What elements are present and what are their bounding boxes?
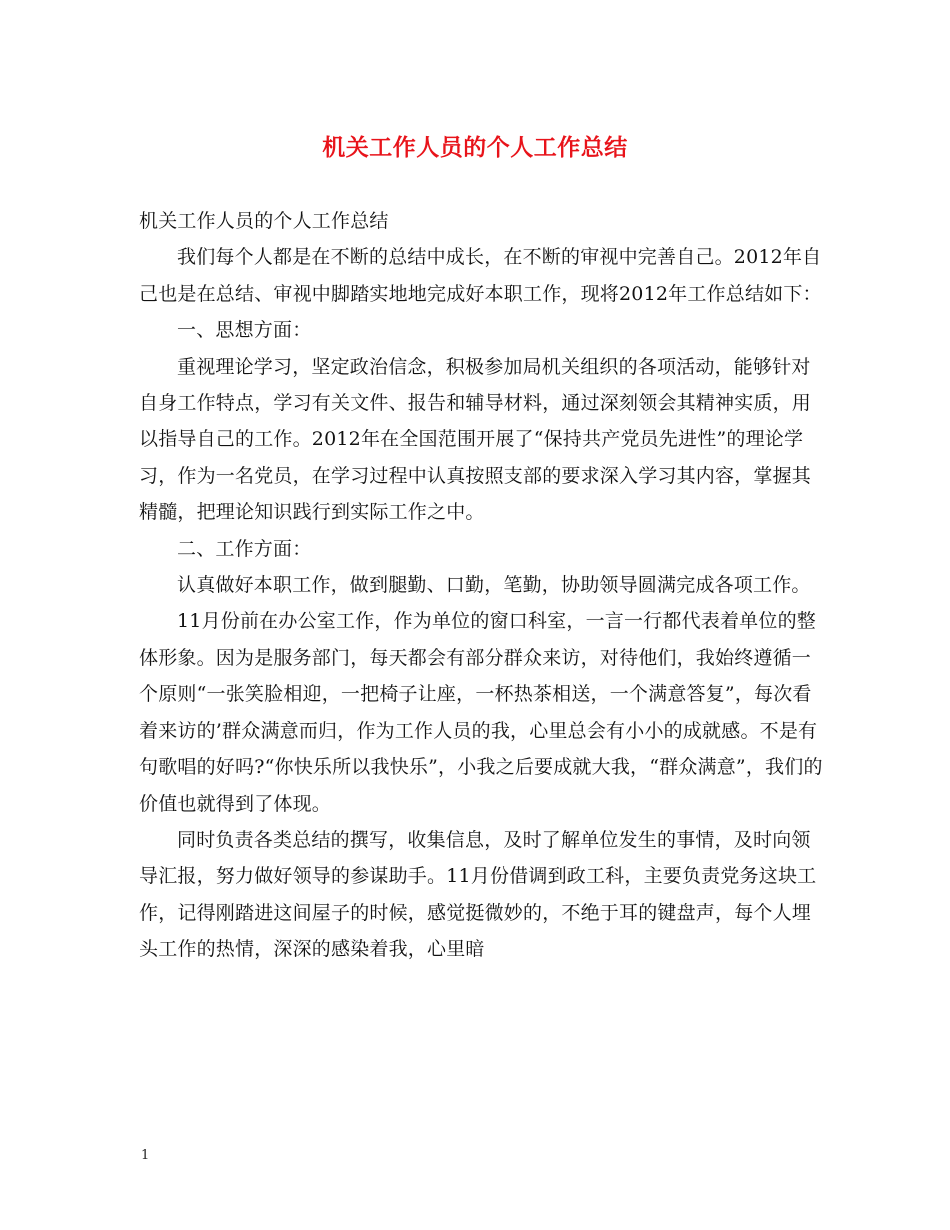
section-heading-work: 二、工作方面：: [177, 537, 312, 560]
paragraph-subtitle: 机关工作人员的个人工作总结: [139, 210, 389, 232]
paragraph-work-duties: 认真做好本职工作，做到腿勤、口勤，笔勤，协助领导圆满完成各项工作。: [177, 574, 811, 597]
paragraph-summary-writing: 同时负责各类总结的撰写，收集信息，及时了解单位发生的事情，及时向领导汇报，努力做好领导的参谋助手。11月份借调到政工科，主要负责党务这块工作，记得刚踏进这间屋子的时候，感觉挺微妙的，不绝于耳的键盘声，每个人埋头工作的热情，深深的感染着我，心里暗: [139, 828, 817, 961]
page-number: 1: [141, 1148, 150, 1163]
document-body: [139, 203, 829, 968]
paragraph-office-work: 11月份前在办公室工作，作为单位的窗口科室，一言一行都代表着单位的整体形象。因为是服务部门，每天都会有部分群众来访，对待他们，我始终遵循一个原则“一张笑脸相迎，一把椅子让座，一杯热茶相送，一个满意答复”，每次看着来访的’群众满意而归，作为工作人员的我，心里总会有小小的成就感。不是有句歌唱的好吗?“你快乐所以我快乐”，小我之后要成就大我，“群众满意”，我们的价值也就得到了体现。: [139, 610, 823, 815]
section-heading-thought: 一、思想方面：: [177, 319, 312, 342]
document-title: 机关工作人员的个人工作总结: [322, 134, 628, 161]
paragraph-thought: 重视理论学习，坚定政治信念，积极参加局机关组织的各项活动，能够针对自身工作特点，学习有关文件、报告和辅导材料，通过深刻领会其精神实质，用以指导自己的工作。2012年在全国范围开展了“保持共产党员先进性”的理论学习，作为一名党员，在学习过程中认真按照支部的要求深入学习其内容，掌握其精髓，把理论知识践行到实际工作之中。: [139, 355, 812, 524]
paragraph-intro: 我们每个人都是在不断的总结中成长，在不断的审视中完善自己。2012年自己也是在总结、审视中脚踏实地地完成好本职工作，现将2012年工作总结如下：: [139, 246, 822, 305]
